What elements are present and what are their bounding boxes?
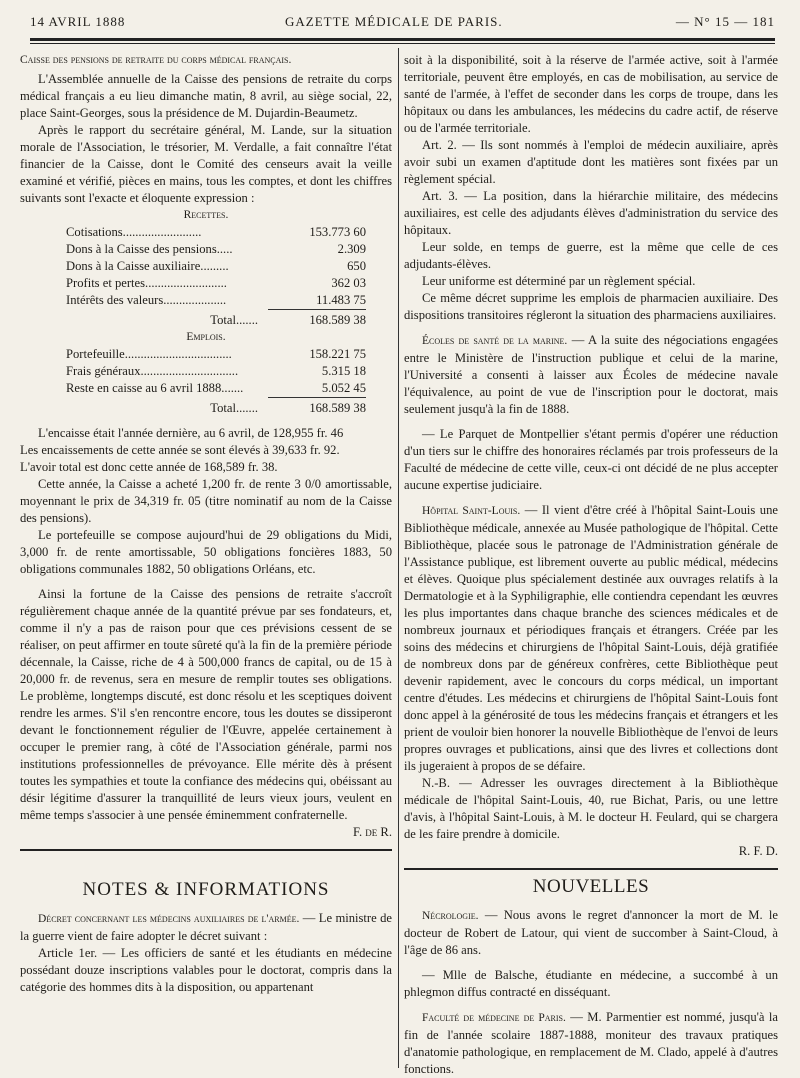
decret-title: Décret concernant les médecins auxiliaires de l'armée. — [38, 913, 300, 925]
spacer — [404, 494, 778, 502]
section-title-caisse: Caisse des pensions de retraite du corps médical français. — [20, 54, 292, 66]
emplois-heading: Emplois. — [186, 331, 226, 343]
row-value: 158.221 75 — [309, 347, 366, 361]
paragraph-decret — [20, 910, 392, 945]
paragraph: Le portefeuille se compose aujourd'hui de 29 obligations du Midi, 3,000 fr. de rente amortissable, 50 obligations foncières 1883, 50 obligations communales 1882, 50 obligations Orléans, etc. — [20, 528, 392, 576]
paragraph-ecoles — [404, 332, 778, 418]
hopital-text: — Il vient d'être créé à l'hôpital Saint-Louis une Bibliothèque médicale, annexée au Musée pathologique de l'hôpital. Cette Bibliothèque, placée sous le patronage de l'Administration générale de l'Assistance publique, est librement ouverte au public médical, médecins et élèves. Quoique plus spécialement destinée aux ouvrages relatifs à la Dermatologie et à la Syphiligraphie, elle contiendra cependant les œuvres les plus importantes dans chaque branche des sciences médicales et de nombreux journaux et périodiques français et étrangers. Créée par les soins des médecins et chirurgiens de l'hôpital Saint-Louis, déjà gratifiée de nombreux dons par de généreux confrères, cette Bibliothèque peut devenir rapidement, avec le concours du corps médical, un important centre d'études. Les médecins et chirurgiens de l'hôpital Saint-Louis font donc appel à la générosité de tous les médecins français et étrangers et les prient de vouloir bien honorer la nouvelle Bibliothèque de l'envoi de leurs propres ouvrages et publications, ainsi que des livres et collections dont ils jugeraient à propos de se défaire. — [404, 503, 778, 773]
paragraph: L'encaisse était l'année dernière, au 6 avril, de 128,955 fr. 46 — [38, 426, 344, 440]
total-label: Total....... — [210, 400, 258, 415]
row-label: Dons à la Caisse des pensions..... — [66, 242, 233, 256]
decret-text: — Le ministre de la guerre vient de faire adopter le décret suivant : — [20, 911, 393, 943]
paragraph: Leur uniforme est déterminé par un règlement spécial. — [422, 274, 696, 288]
spacer — [20, 578, 392, 586]
row-value: 650 — [347, 259, 366, 273]
paragraph: soit à la disponibilité, soit à la réserve de l'armée active, soit à l'armée territoriale, peuvent être employés, en cas de mobilisation, au service de santé de l'armée, à l'effet de seconder dans les corps de troupe, dans les hôpitaux ou dans les ambulances, les médecins du cadre actif, de réserve ou de l'armée territoriale. — [404, 53, 778, 135]
paragraph: Les encaissements de cette année se sont élevés à 39,633 fr. 92. — [20, 443, 340, 457]
total-value: 168.589 38 — [268, 398, 366, 418]
spacer — [20, 417, 392, 425]
spacer — [404, 1001, 778, 1009]
row-value: 5.315 18 — [321, 364, 366, 378]
table-row — [66, 275, 366, 292]
paragraph: Ce même décret supprime les emplois de pharmacien auxiliaire. Des dispositions transitoires régleront la situation des pharmaciens auxiliaires. — [404, 291, 778, 322]
recettes-heading: Recettes. — [183, 209, 229, 221]
paragraph-necro — [404, 907, 778, 959]
paragraph: Article 1er. — Les officiers de santé et les étudiants en médecine possédant douze inscriptions valables pour le doctorat, compris dans la catégorie des hommes dits à la disposition, ou appartenant — [20, 946, 392, 994]
paragraph: Après le rapport du secrétaire général, M. Lande, sur la situation morale de l'Association, le trésorier, M. Verdalle, a fait connaître l'état financier de la Caisse, dont le Comité des censeurs avait la veille examiné et vérifié, pièces en mains, tous les comptes, et dont les chiffres suivants sont l'exacte et éloquente expression : — [20, 123, 392, 205]
necro-text: — Nous avons le regret d'annoncer la mort de M. le docteur de Robert de Latour, qui vient de succomber à Saint-Cloud, à l'âge de 86 ans. — [404, 908, 778, 957]
notes-heading: NOTES & INFORMATIONS — [82, 879, 330, 900]
right-column — [404, 52, 778, 1078]
faculte-title: Faculté de médecine de Paris. — [422, 1012, 566, 1024]
row-label: Intérêts des valeurs.................... — [66, 293, 227, 308]
row-label: Portefeuille.................................. — [66, 347, 232, 361]
signature-fdr: F. de R. — [353, 825, 392, 839]
header-title: GAZETTE MÉDICALE DE PARIS. — [285, 14, 503, 29]
row-label: Profits et pertes.......................... — [66, 276, 227, 290]
table-row — [66, 363, 366, 380]
row-label: Dons à la Caisse auxiliaire......... — [66, 259, 229, 273]
column-divider — [398, 48, 399, 1068]
row-label: Cotisations......................... — [66, 225, 202, 239]
total-value: 168.589 38 — [268, 310, 366, 330]
row-value: 362 03 — [331, 276, 366, 290]
paragraph: Art. 2. — Ils sont nommés à l'emploi de médecin auxiliaire, après avoir subi un examen d'aptitude dont les matières sont fixées par un règlement spécial. — [404, 138, 778, 186]
table-row — [66, 346, 366, 363]
ecoles-text: — A la suite des négociations engagées entre le Ministère de l'instruction publique et celui de la marine, l'Université a consenti à laisser aux Écoles de médecine navale l'équivalence, au point de vue de l'inscription pour le doctorat, mais seulement jusqu'à la fin de 1888. — [404, 333, 778, 416]
nouvelles-heading: NOUVELLES — [532, 876, 650, 897]
header-page-number: — N° 15 — 181 — [675, 14, 775, 29]
signature-rfd: R. F. D. — [738, 844, 778, 858]
page-header — [30, 14, 775, 36]
spacer — [404, 324, 778, 332]
paragraph: Ainsi la fortune de la Caisse des pensions de retraite s'accroît régulièrement chaque année de la quantité prévue par ses fondateurs, et, comme il n'y a pas de raison pour que ces prévisions cessent de se réaliser, on peut affirmer en toute sûreté qu'à la fin de la première période décennale, la Caisse, riche de 4 à 500,000 francs de capital, ou de 15 à 20,000 fr. de revenus, sera en mesure de remplir toutes ses obligations. Le problème, longtemps discuté, est donc résolu et les sceptiques doivent rendre les armes. S'il s'en rencontre encore, tous les doutes se dissiperont devant le fonctionnement régulier de l'Œuvre, appelée certainement à occuper le premier rang, à côté de l'Association générale, parmi nos institutions professionnelles de prévoyance. Elle mérite dès à présent toutes les sympathies et toute la confiance des médecins qui, obéissant au désir légitime d'assurer la tranquillité de leurs vieux jours, veulent en même temps s'associer à une pensée éminemment confraternelle. — [20, 587, 392, 822]
table-row — [66, 380, 366, 398]
recettes-table — [66, 224, 366, 329]
row-value: 5.052 45 — [321, 381, 366, 395]
spacer — [404, 959, 778, 967]
header-date: 14 AVRIL 1888 — [30, 14, 126, 29]
paragraph: — Mlle de Balsche, étudiante en médecine, a succombé à un phlegmon diffus contracté en disséquant. — [404, 968, 778, 999]
necro-title: Nécrologie. — [422, 910, 479, 922]
paragraph: — Le Parquet de Montpellier s'étant permis d'opérer une réduction d'un tiers sur le chiffre des honoraires réclamés par trois professeurs de la Faculté de médecine de cette ville, ceux-ci ont décidé de ne plus accepter aucune expertise judiciaire. — [404, 427, 778, 492]
row-value: 153.773 60 — [309, 225, 366, 239]
row-label: Frais généraux............................... — [66, 364, 239, 378]
table-row — [66, 241, 366, 258]
paragraph-hopital — [404, 502, 778, 775]
paragraph: Cette année, la Caisse a acheté 1,200 fr. de rente 3 0/0 amortissable, moyennant le prix de 34,319 fr. 05 (titre nominatif au nom de la Caisse des pensions). — [20, 477, 392, 525]
left-column — [20, 52, 392, 996]
paragraph: L'Assemblée annuelle de la Caisse des pensions de retraite du corps médical français a eu lieu dimanche matin, 8 avril, au siège social, 22, place Saint-Georges, sous la présidence de M. Dujardin-Beaumetz. — [20, 72, 392, 120]
spacer — [404, 418, 778, 426]
paragraph: Art. 3. — La position, dans la hiérarchie militaire, des médecins auxiliaires, est celle des adjudants élèves d'administration du service des hôpitaux. — [404, 189, 778, 237]
faculte-text: — M. Parmentier est nommé, jusqu'à la fin de l'année scolaire 1887-1888, moniteur des travaux pratiques d'anatomie pathologique, en remplacement de M. Clado, appelé à d'autres fonctions. — [404, 1010, 778, 1076]
paragraph: N.-B. — Adresser les ouvrages directement à la Bibliothèque médicale de l'hôpital Saint-Louis, 40, rue Bichat, Paris, ou une lettre d'avis, à l'hôpital Saint-Louis, à M. le docteur H. Feulard, qui se chargera de les faire prendre à domicile. — [404, 776, 778, 841]
row-label: Reste en caisse au 6 avril 1888....... — [66, 381, 244, 396]
row-value: 2.309 — [337, 242, 366, 256]
header-rule-thin — [30, 43, 775, 44]
total-row — [66, 310, 366, 330]
total-row — [66, 398, 366, 418]
paragraph: Leur solde, en temps de guerre, est la même que celle de ces adjudants-élèves. — [404, 240, 778, 271]
header-rule — [30, 38, 775, 41]
ecoles-title: Écoles de santé de la marine. — [422, 335, 568, 347]
table-row — [66, 258, 366, 275]
table-row — [66, 224, 366, 241]
emplois-table — [66, 346, 366, 417]
total-label: Total....... — [210, 312, 258, 327]
row-value: 11.483 75 — [316, 293, 366, 307]
section-rule — [404, 868, 778, 870]
table-row — [66, 292, 366, 310]
section-rule — [20, 849, 392, 851]
hopital-title: Hôpital Saint-Louis. — [422, 505, 521, 517]
paragraph: L'avoir total est donc cette année de 168,589 fr. 38. — [20, 460, 278, 474]
